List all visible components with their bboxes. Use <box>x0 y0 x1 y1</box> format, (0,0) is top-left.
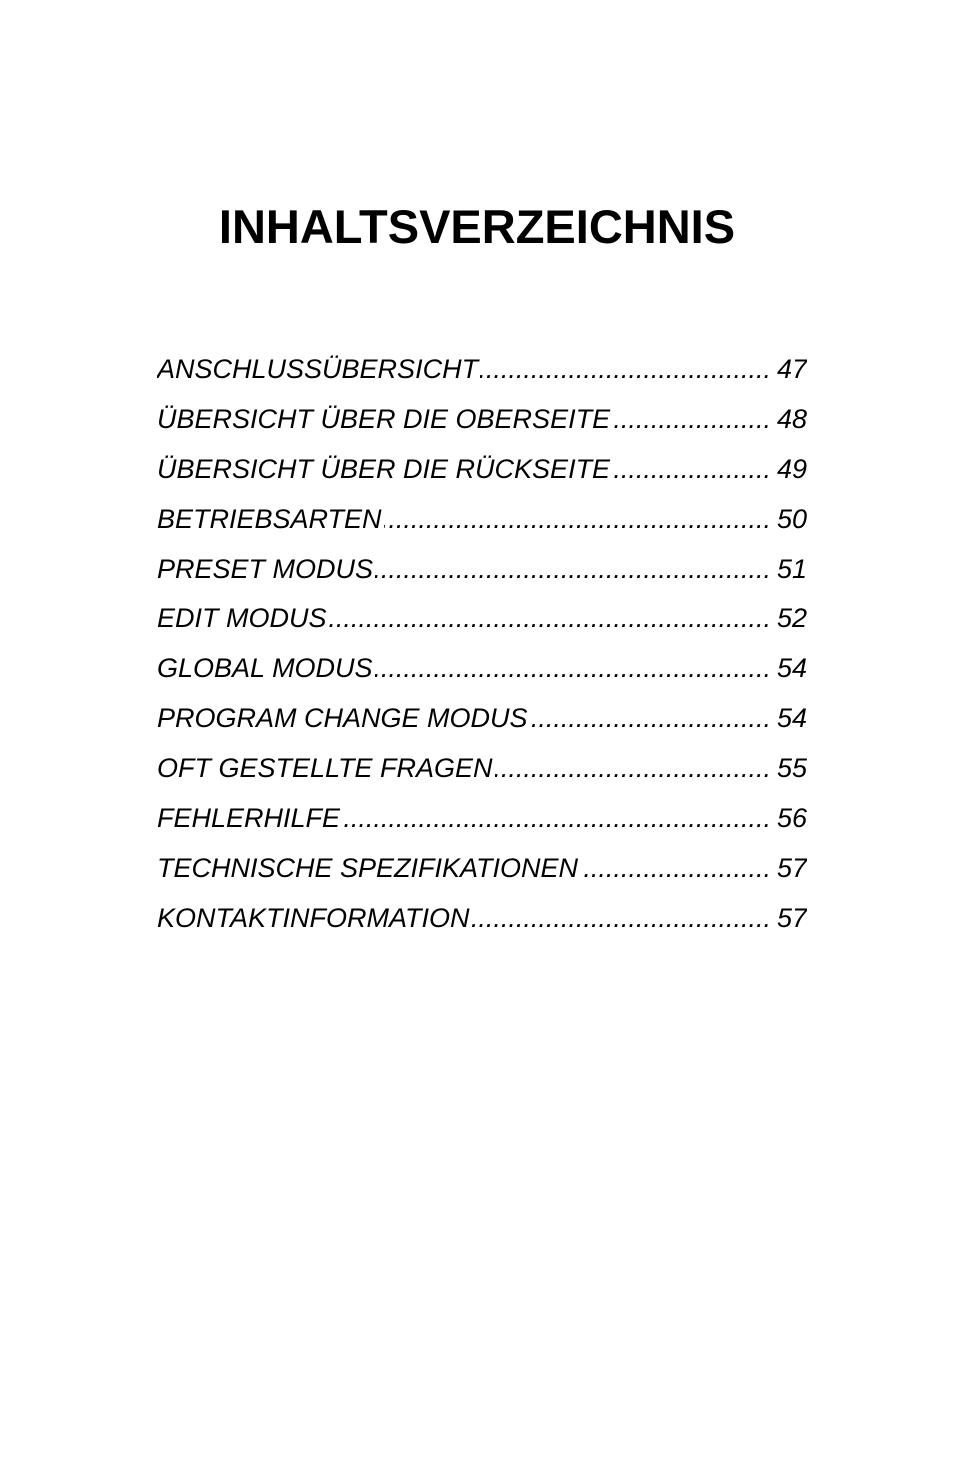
toc-leader-dots <box>375 648 771 688</box>
toc-page-number: 52 <box>776 603 807 634</box>
toc-page-number: 56 <box>776 803 807 834</box>
toc-leader-dots <box>495 748 771 788</box>
toc-entry-betriebsarten[interactable] <box>157 499 807 549</box>
toc-page-number: 54 <box>776 703 807 734</box>
toc-page-number: 48 <box>776 403 807 434</box>
toc-entry-title: OFT GESTELLTE FRAGEN <box>157 753 493 784</box>
toc-entry-title: EDIT MODUS <box>157 603 327 634</box>
toc-entry-title: GLOBAL MODUS <box>157 653 373 684</box>
toc-leader-dots <box>612 399 771 439</box>
toc-entry-edit-modus[interactable] <box>157 598 807 648</box>
toc-leader-dots <box>530 698 771 738</box>
toc-leader-dots <box>329 598 771 638</box>
toc-leader-dots <box>612 449 771 489</box>
toc-entry-oft-gestellte-fragen[interactable] <box>157 748 807 798</box>
toc-page-number: 50 <box>776 503 807 534</box>
toc-entry-title: FEHLERHILFE <box>157 803 341 834</box>
toc-leader-dots <box>480 349 771 389</box>
toc-entry-title: ÜBERSICHT ÜBER DIE RÜCKSEITE <box>157 453 611 484</box>
toc-entry-title: PRESET MODUS <box>157 553 374 584</box>
toc-entry-uebersicht-oberseite[interactable] <box>157 399 807 449</box>
toc-entry-title: KONTAKTINFORMATION <box>157 902 470 933</box>
toc-leader-dots <box>384 499 771 539</box>
toc-entry-preset-modus[interactable] <box>157 549 807 599</box>
toc-page-number: 57 <box>776 902 807 933</box>
toc-entry-uebersicht-rueckseite[interactable] <box>157 449 807 499</box>
page-title: INHALTSVERZEICHNIS <box>218 200 736 253</box>
toc-entry-title: PROGRAM CHANGE MODUS <box>157 703 528 734</box>
toc-entry-global-modus[interactable] <box>157 648 807 698</box>
toc-leader-dots <box>342 798 771 838</box>
toc-entry-kontaktinformation[interactable] <box>157 898 807 948</box>
table-of-contents <box>157 349 807 948</box>
toc-entry-fehlerhilfe[interactable] <box>157 798 807 848</box>
toc-page-number: 51 <box>776 553 807 584</box>
toc-entry-title: BETRIEBSARTEN <box>157 503 382 534</box>
toc-page-number: 55 <box>776 753 807 784</box>
toc-entry-title: ÜBERSICHT ÜBER DIE OBERSEITE <box>157 403 611 434</box>
toc-leader-dots <box>375 549 771 589</box>
toc-entry-technische-spezifikationen[interactable] <box>157 848 807 898</box>
toc-page-number: 54 <box>776 653 807 684</box>
toc-entry-program-change-modus[interactable] <box>157 698 807 748</box>
toc-leader-dots <box>472 898 771 938</box>
toc-entry-title: ANSCHLUSSÜBERSICHT <box>157 354 479 384</box>
toc-page-number: 49 <box>776 453 807 484</box>
toc-entry-title: TECHNISCHE SPEZIFIKATIONEN <box>157 852 579 883</box>
toc-page-number: 47 <box>776 354 807 384</box>
toc-leader-dots <box>580 848 771 888</box>
toc-entry-anschlussuebersicht[interactable] <box>157 349 807 399</box>
toc-page-number: 57 <box>776 852 807 883</box>
